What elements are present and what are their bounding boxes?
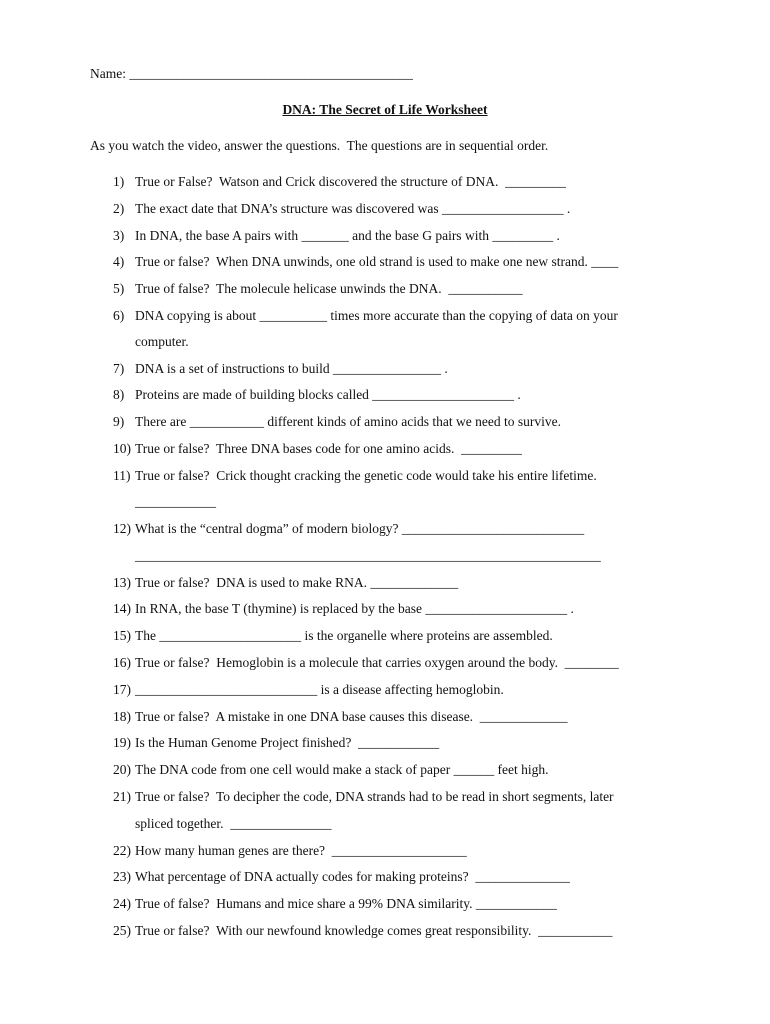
question-text: True or false? With our newfound knowledge comes great responsibility. ___________ (135, 923, 613, 938)
question-number: 19) (113, 735, 131, 750)
question-number: 15) (113, 628, 131, 643)
question-number: 10) (113, 441, 131, 456)
question-text: The DNA code from one cell would make a stack of paper ______ feet high. (135, 762, 549, 777)
question-text: True or false? To decipher the code, DNA strands had to be read in short segments, later (135, 789, 614, 804)
question-number: 12) (113, 521, 131, 536)
question-text: DNA copying is about __________ times more accurate than the copying of data on your (135, 308, 618, 323)
question-number: 3) (113, 228, 125, 243)
question-number: 13) (113, 575, 131, 590)
question-number: 1) (113, 174, 125, 189)
question-number: 4) (113, 254, 125, 269)
question-12-continuation: _____________________________________________________________________ (135, 548, 601, 563)
question-text: True or false? Three DNA bases code for one amino acids. _________ (135, 441, 522, 456)
question-21-continuation: spliced together. _______________ (135, 816, 332, 831)
question-number: 25) (113, 923, 131, 938)
question-number: 6) (113, 308, 125, 323)
question-text: What percentage of DNA actually codes for making proteins? ______________ (135, 869, 570, 884)
question-number: 17) (113, 682, 131, 697)
question-number: 23) (113, 869, 131, 884)
question-number: 18) (113, 709, 131, 724)
question-number: 8) (113, 387, 125, 402)
question-text: Is the Human Genome Project finished? ____________ (135, 735, 440, 750)
question-text: True or False? Watson and Crick discovered the structure of DNA. _________ (135, 174, 566, 189)
question-number: 16) (113, 655, 131, 670)
question-text: In DNA, the base A pairs with _______ and the base G pairs with _________ . (135, 228, 560, 243)
question-text: True of false? Humans and mice share a 99% DNA similarity. ____________ (135, 896, 557, 911)
question-text: The _____________________ is the organelle where proteins are assembled. (135, 628, 553, 643)
question-text: True or false? When DNA unwinds, one old strand is used to make one new strand. ____ (135, 254, 619, 269)
question-text: True or false? A mistake in one DNA base causes this disease. _____________ (135, 709, 568, 724)
page-title: DNA: The Secret of Life Worksheet (282, 102, 488, 117)
name-field-line: Name: __________________________________________ (90, 66, 413, 81)
question-number: 7) (113, 361, 125, 376)
question-6-continuation: computer. (135, 334, 189, 349)
question-text: True or false? DNA is used to make RNA. _____________ (135, 575, 459, 590)
question-number: 11) (113, 468, 131, 483)
question-text: The exact date that DNA’s structure was discovered was __________________ . (135, 201, 571, 216)
question-number: 22) (113, 843, 131, 858)
question-text: What is the “central dogma” of modern biology? ___________________________ (135, 521, 585, 536)
question-text: True or false? Crick thought cracking the genetic code would take his entire lifetime. (135, 468, 597, 483)
question-text: How many human genes are there? ____________________ (135, 843, 467, 858)
question-text: In RNA, the base T (thymine) is replaced by the base _____________________ . (135, 601, 574, 616)
question-text: DNA is a set of instructions to build ________________ . (135, 361, 448, 376)
question-number: 2) (113, 201, 125, 216)
question-number: 5) (113, 281, 125, 296)
question-text: True of false? The molecule helicase unwinds the DNA. ___________ (135, 281, 523, 296)
question-text: ___________________________ is a disease affecting hemoglobin. (135, 682, 504, 697)
question-number: 21) (113, 789, 131, 804)
question-number: 20) (113, 762, 131, 777)
question-number: 14) (113, 601, 131, 616)
question-number: 24) (113, 896, 131, 911)
question-text: True or false? Hemoglobin is a molecule that carries oxygen around the body. ________ (135, 655, 619, 670)
question-number: 9) (113, 414, 125, 429)
instructions: As you watch the video, answer the questions. The questions are in sequential order. (90, 138, 549, 153)
question-11-continuation: ____________ (135, 494, 216, 509)
question-text: Proteins are made of building blocks called _____________________ . (135, 387, 521, 402)
question-text: There are ___________ different kinds of amino acids that we need to survive. (135, 414, 562, 429)
